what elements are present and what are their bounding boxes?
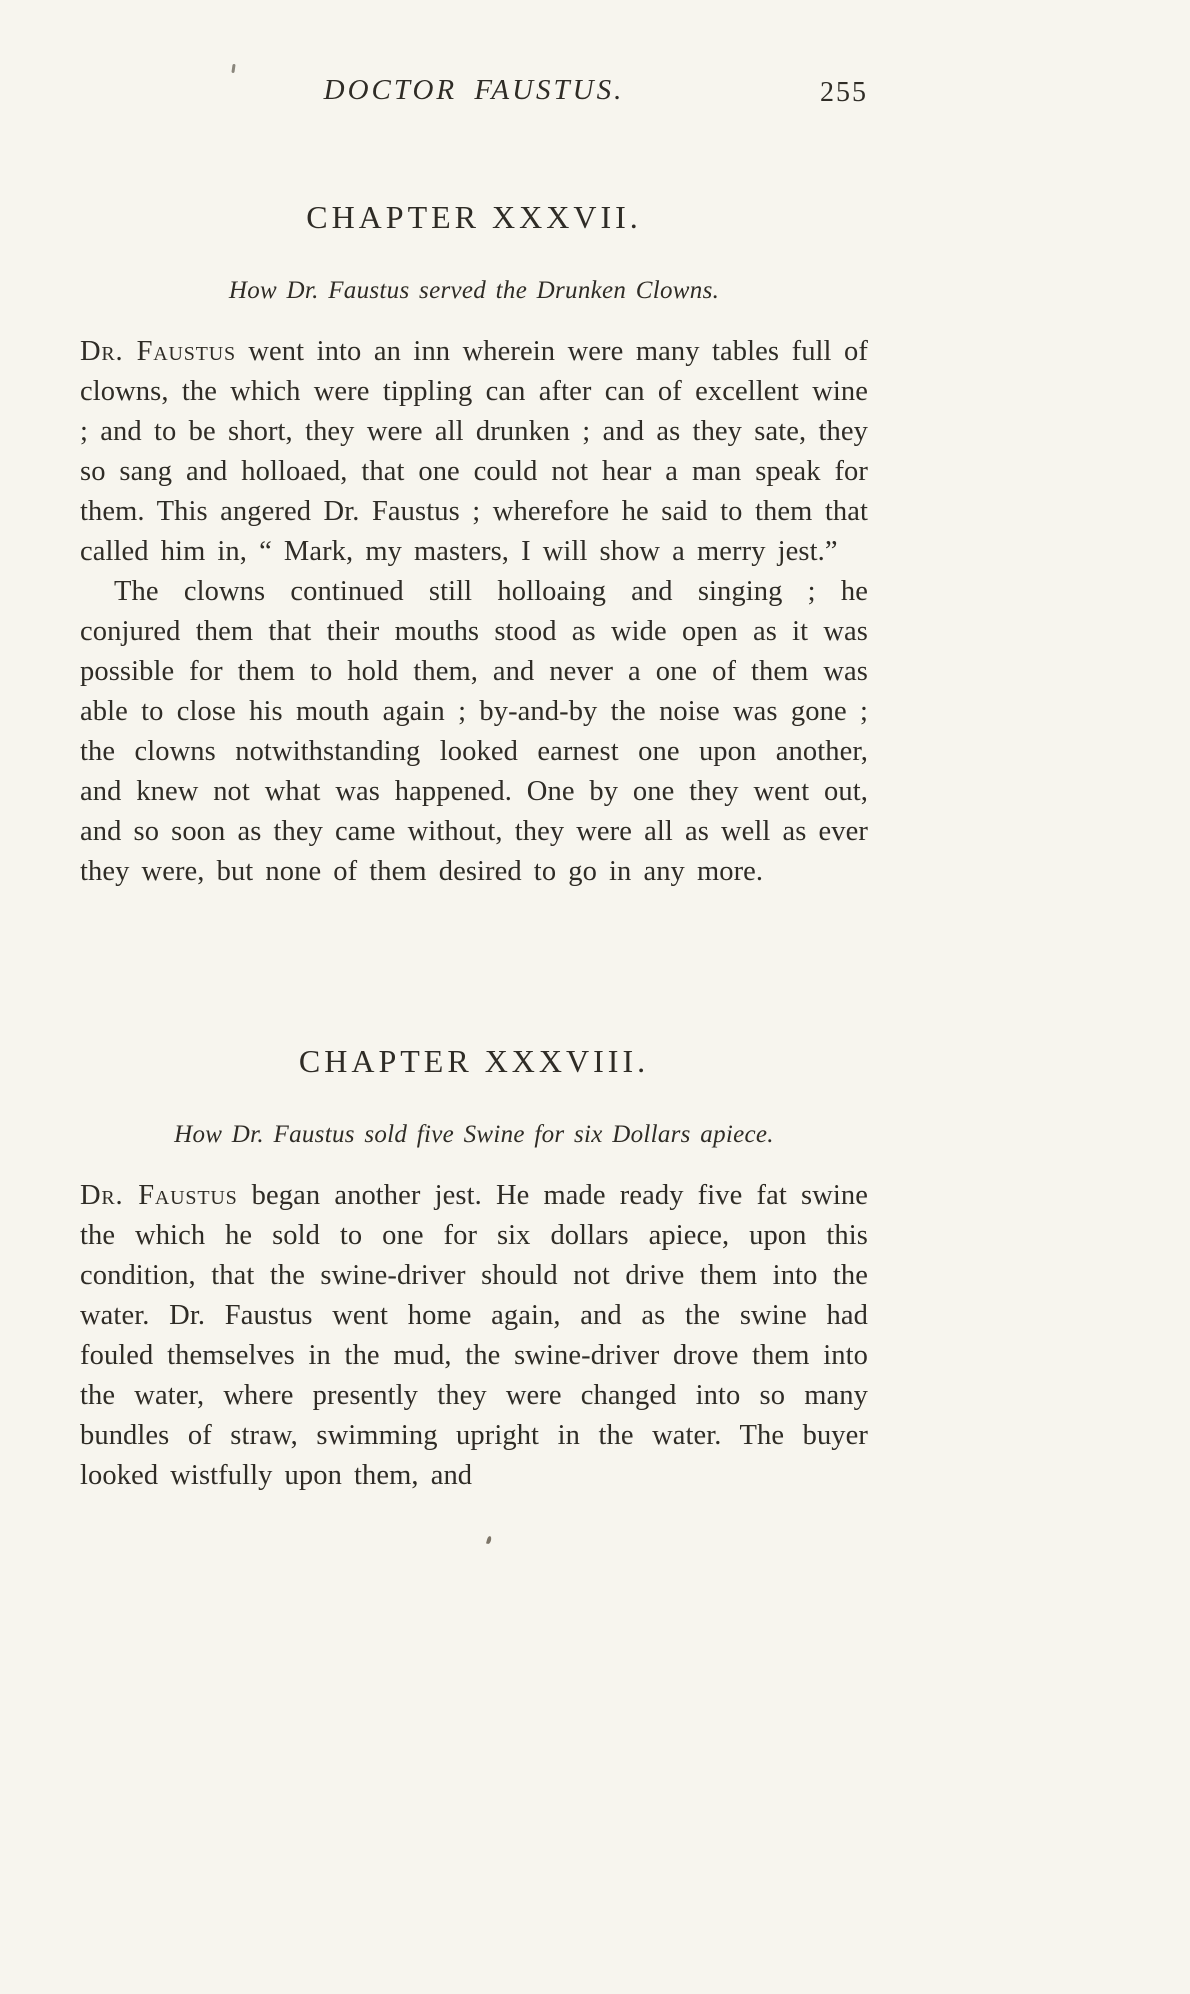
chapter-xxxvii <box>80 198 868 892</box>
paragraph <box>80 572 868 892</box>
chapter-body <box>80 332 868 892</box>
chapter-heading: CHAPTER XXXVIII. <box>298 1043 650 1079</box>
paragraph-text: began another jest. He made ready five fat swine the which he sold to one for six dollars apiece, upon this condition, that the swine-driver should not drive them into the water. Dr. Faustus went home again, and as the swine had fouled themselves in the mud, the swine-driver drove them into the water, where presently they were changed into so many bundles of straw, swimming upright in the water. The buyer looked wistfully upon them, and <box>80 1180 869 1491</box>
chapter-heading: CHAPTER XXXVII. <box>306 199 642 235</box>
page-header <box>80 74 868 116</box>
paragraph <box>80 1176 868 1496</box>
running-title: DOCTOR FAUSTUS. <box>323 74 625 106</box>
chapter-subtitle: How Dr. Faustus served the Drunken Clowns. <box>228 277 720 304</box>
paragraph <box>80 332 868 572</box>
paragraph-text: The clowns continued still holloaing and singing ; he conjured them that their mouths stood as wide open as it was possible for them to hold them, and never a one of them was able to close his mouth again ; by-and-by the noise was gone ; the clowns notwithstanding looked earnest one upon another, and knew not what was happened. One by one they went out, and so soon as they came without, they were all as well as ever they were, but none of them desired to go in any more. <box>80 576 868 887</box>
chapter-subtitle: How Dr. Faustus sold five Swine for six Dollars apiece. <box>174 1121 774 1148</box>
page-number: 255 <box>820 77 868 108</box>
paragraph-lead: Dr. Faustus <box>80 336 236 367</box>
scan-artifact <box>486 1536 492 1545</box>
chapter-xxxviii <box>80 1042 868 1496</box>
chapter-body <box>80 1176 868 1496</box>
scan-artifact <box>231 64 235 73</box>
paragraph-text: went into an inn wherein were many tables full of clowns, the which were tippling can after can of excellent wine ; and to be short, they were all drunken ; and as they sate, they so sang and holloaed, that one could not hear a man speak for them. This angered Dr. Faustus ; wherefore he said to them that called him in, “ Mark, my masters, I will show a merry jest.” <box>80 336 868 567</box>
paragraph-lead: Dr. Faustus <box>80 1180 238 1211</box>
